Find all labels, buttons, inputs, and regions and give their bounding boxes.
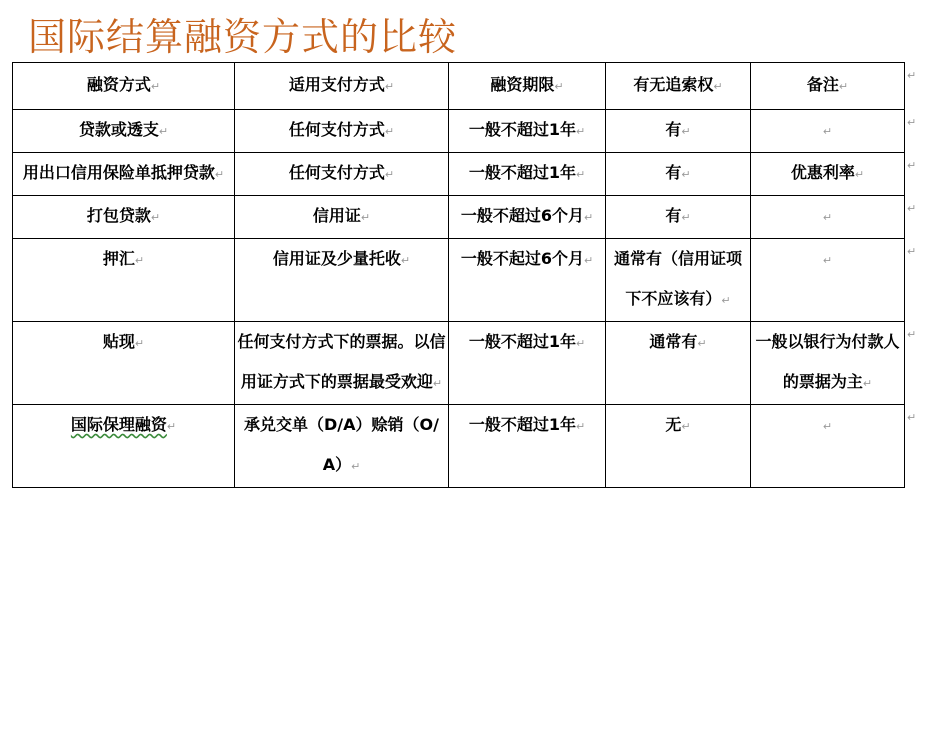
header-cell-text: 融资方式 xyxy=(86,75,151,94)
header-cell-text: 备注 xyxy=(806,75,839,94)
table-cell xyxy=(751,322,905,405)
table-row xyxy=(13,196,905,239)
paragraph-mark: ↵ xyxy=(150,211,161,224)
table-row xyxy=(13,153,905,196)
table-cell-text: 一般不超过1年 xyxy=(468,415,576,434)
table-row xyxy=(13,405,905,488)
table-cell-text: 信用证及少量托收 xyxy=(272,249,401,268)
table-cell-text: 国际保理融资 xyxy=(70,415,167,434)
header-row xyxy=(13,63,905,110)
paragraph-mark: ↵ xyxy=(713,80,723,93)
table-cell xyxy=(235,110,449,153)
header-cell xyxy=(751,63,905,110)
table-cell xyxy=(235,322,449,405)
row-end-mark: ↵ xyxy=(907,115,917,129)
table-cell xyxy=(235,196,449,239)
table-cell xyxy=(13,153,235,196)
table-cell xyxy=(751,196,905,239)
paragraph-mark: ↵ xyxy=(822,211,833,224)
table-cell xyxy=(449,322,606,405)
paragraph-mark: ↵ xyxy=(822,254,833,267)
row-end-mark: ↵ xyxy=(907,327,917,341)
table-cell-text: 一般不超过6个月 xyxy=(460,206,584,225)
paragraph-mark: ↵ xyxy=(583,211,594,224)
paragraph-mark: ↵ xyxy=(681,420,691,433)
table-cell-text: 一般不起过6个月 xyxy=(460,249,584,268)
table-cell-text: 押汇 xyxy=(102,249,135,268)
table-cell-text: 有 xyxy=(665,163,682,182)
paragraph-mark: ↵ xyxy=(862,377,873,390)
paragraph-mark: ↵ xyxy=(554,80,564,93)
header-cell xyxy=(606,63,751,110)
table-cell-text: 任何支付方式下的票据。以信用证方式下的票据最受欢迎 xyxy=(237,332,446,391)
table-cell xyxy=(606,405,751,488)
paragraph-mark: ↵ xyxy=(681,211,691,224)
table-cell xyxy=(606,153,751,196)
table-cell-text: 有 xyxy=(665,206,682,225)
table-cell xyxy=(449,110,606,153)
paragraph-mark: ↵ xyxy=(575,168,586,181)
table-cell-text: 无 xyxy=(665,415,682,434)
table-cell xyxy=(235,405,449,488)
table-cell xyxy=(606,110,751,153)
table-cell-text: 通常有 xyxy=(649,332,698,351)
paragraph-mark: ↵ xyxy=(721,294,731,307)
table-cell xyxy=(751,405,905,488)
table-cell xyxy=(449,196,606,239)
table-cell xyxy=(235,153,449,196)
header-cell-text: 融资期限 xyxy=(490,75,555,94)
table-cell xyxy=(751,239,905,322)
paragraph-mark: ↵ xyxy=(822,420,833,433)
table-cell xyxy=(13,196,235,239)
paragraph-mark: ↵ xyxy=(400,254,411,267)
paragraph-mark: ↵ xyxy=(432,377,443,390)
paragraph-mark: ↵ xyxy=(384,168,395,181)
paragraph-mark: ↵ xyxy=(384,125,395,138)
table-cell xyxy=(751,153,905,196)
table-cell-text: 贴现 xyxy=(102,332,135,351)
row-end-mark: ↵ xyxy=(907,201,917,215)
paragraph-mark: ↵ xyxy=(575,420,586,433)
table-cell xyxy=(449,405,606,488)
paragraph-mark: ↵ xyxy=(150,80,161,93)
table-row xyxy=(13,110,905,153)
paragraph-mark: ↵ xyxy=(214,168,225,181)
header-cell xyxy=(235,63,449,110)
paragraph-mark: ↵ xyxy=(134,337,145,350)
row-end-mark: ↵ xyxy=(907,158,917,172)
table-cell-text: 用出口信用保险单抵押贷款 xyxy=(22,163,215,182)
paragraph-mark: ↵ xyxy=(351,460,361,473)
row-end-mark: ↵ xyxy=(907,68,917,82)
table-cell-text: 信用证 xyxy=(312,206,361,225)
table-cell xyxy=(13,110,235,153)
header-cell xyxy=(13,63,235,110)
table-cell-text: 打包贷款 xyxy=(86,206,151,225)
table-cell-text: 任何支付方式 xyxy=(288,163,385,182)
paragraph-mark: ↵ xyxy=(681,125,691,138)
row-end-mark: ↵ xyxy=(907,410,917,424)
paragraph-mark: ↵ xyxy=(697,337,707,350)
page-title: 国际结算融资方式的比较 xyxy=(28,15,458,59)
table-cell-text: 一般不超过1年 xyxy=(468,120,576,139)
table-cell xyxy=(606,239,751,322)
paragraph-mark: ↵ xyxy=(838,80,849,93)
table-cell-text: 通常有（信用证项下不应该有） xyxy=(613,249,742,308)
paragraph-mark: ↵ xyxy=(166,420,177,433)
table-row xyxy=(13,322,905,405)
table-cell xyxy=(235,239,449,322)
header-cell-text: 有无追索权 xyxy=(633,75,714,94)
paragraph-mark: ↵ xyxy=(854,168,865,181)
table-cell xyxy=(13,322,235,405)
table-cell xyxy=(13,405,235,488)
paragraph-mark: ↵ xyxy=(575,125,586,138)
table-cell-text: 一般不超过1年 xyxy=(468,163,576,182)
header-cell xyxy=(449,63,606,110)
table-cell xyxy=(751,110,905,153)
table-cell-text: 一般以银行为付款人的票据为主 xyxy=(755,332,900,391)
table-cell-text: 任何支付方式 xyxy=(288,120,385,139)
paragraph-mark: ↵ xyxy=(822,125,833,138)
table-cell-text: 优惠利率 xyxy=(790,163,855,182)
paragraph-mark: ↵ xyxy=(575,337,586,350)
financing-comparison-table xyxy=(12,62,905,488)
row-end-mark: ↵ xyxy=(907,244,917,258)
paragraph-mark: ↵ xyxy=(384,80,395,93)
table-cell-text: 有 xyxy=(665,120,682,139)
table-cell xyxy=(13,239,235,322)
paragraph-mark: ↵ xyxy=(360,211,371,224)
table-cell xyxy=(449,153,606,196)
header-cell-text: 适用支付方式 xyxy=(288,75,385,94)
table-cell-text: 承兑交单（D/A）赊销（O/A） xyxy=(244,415,439,474)
table-cell-text: 一般不超过1年 xyxy=(468,332,576,351)
table-cell-text: 贷款或透支 xyxy=(78,120,159,139)
table-cell xyxy=(606,196,751,239)
paragraph-mark: ↵ xyxy=(681,168,691,181)
paragraph-mark: ↵ xyxy=(158,125,169,138)
paragraph-mark: ↵ xyxy=(134,254,145,267)
table-row xyxy=(13,239,905,322)
paragraph-mark: ↵ xyxy=(583,254,594,267)
table-cell xyxy=(449,239,606,322)
table-cell xyxy=(606,322,751,405)
